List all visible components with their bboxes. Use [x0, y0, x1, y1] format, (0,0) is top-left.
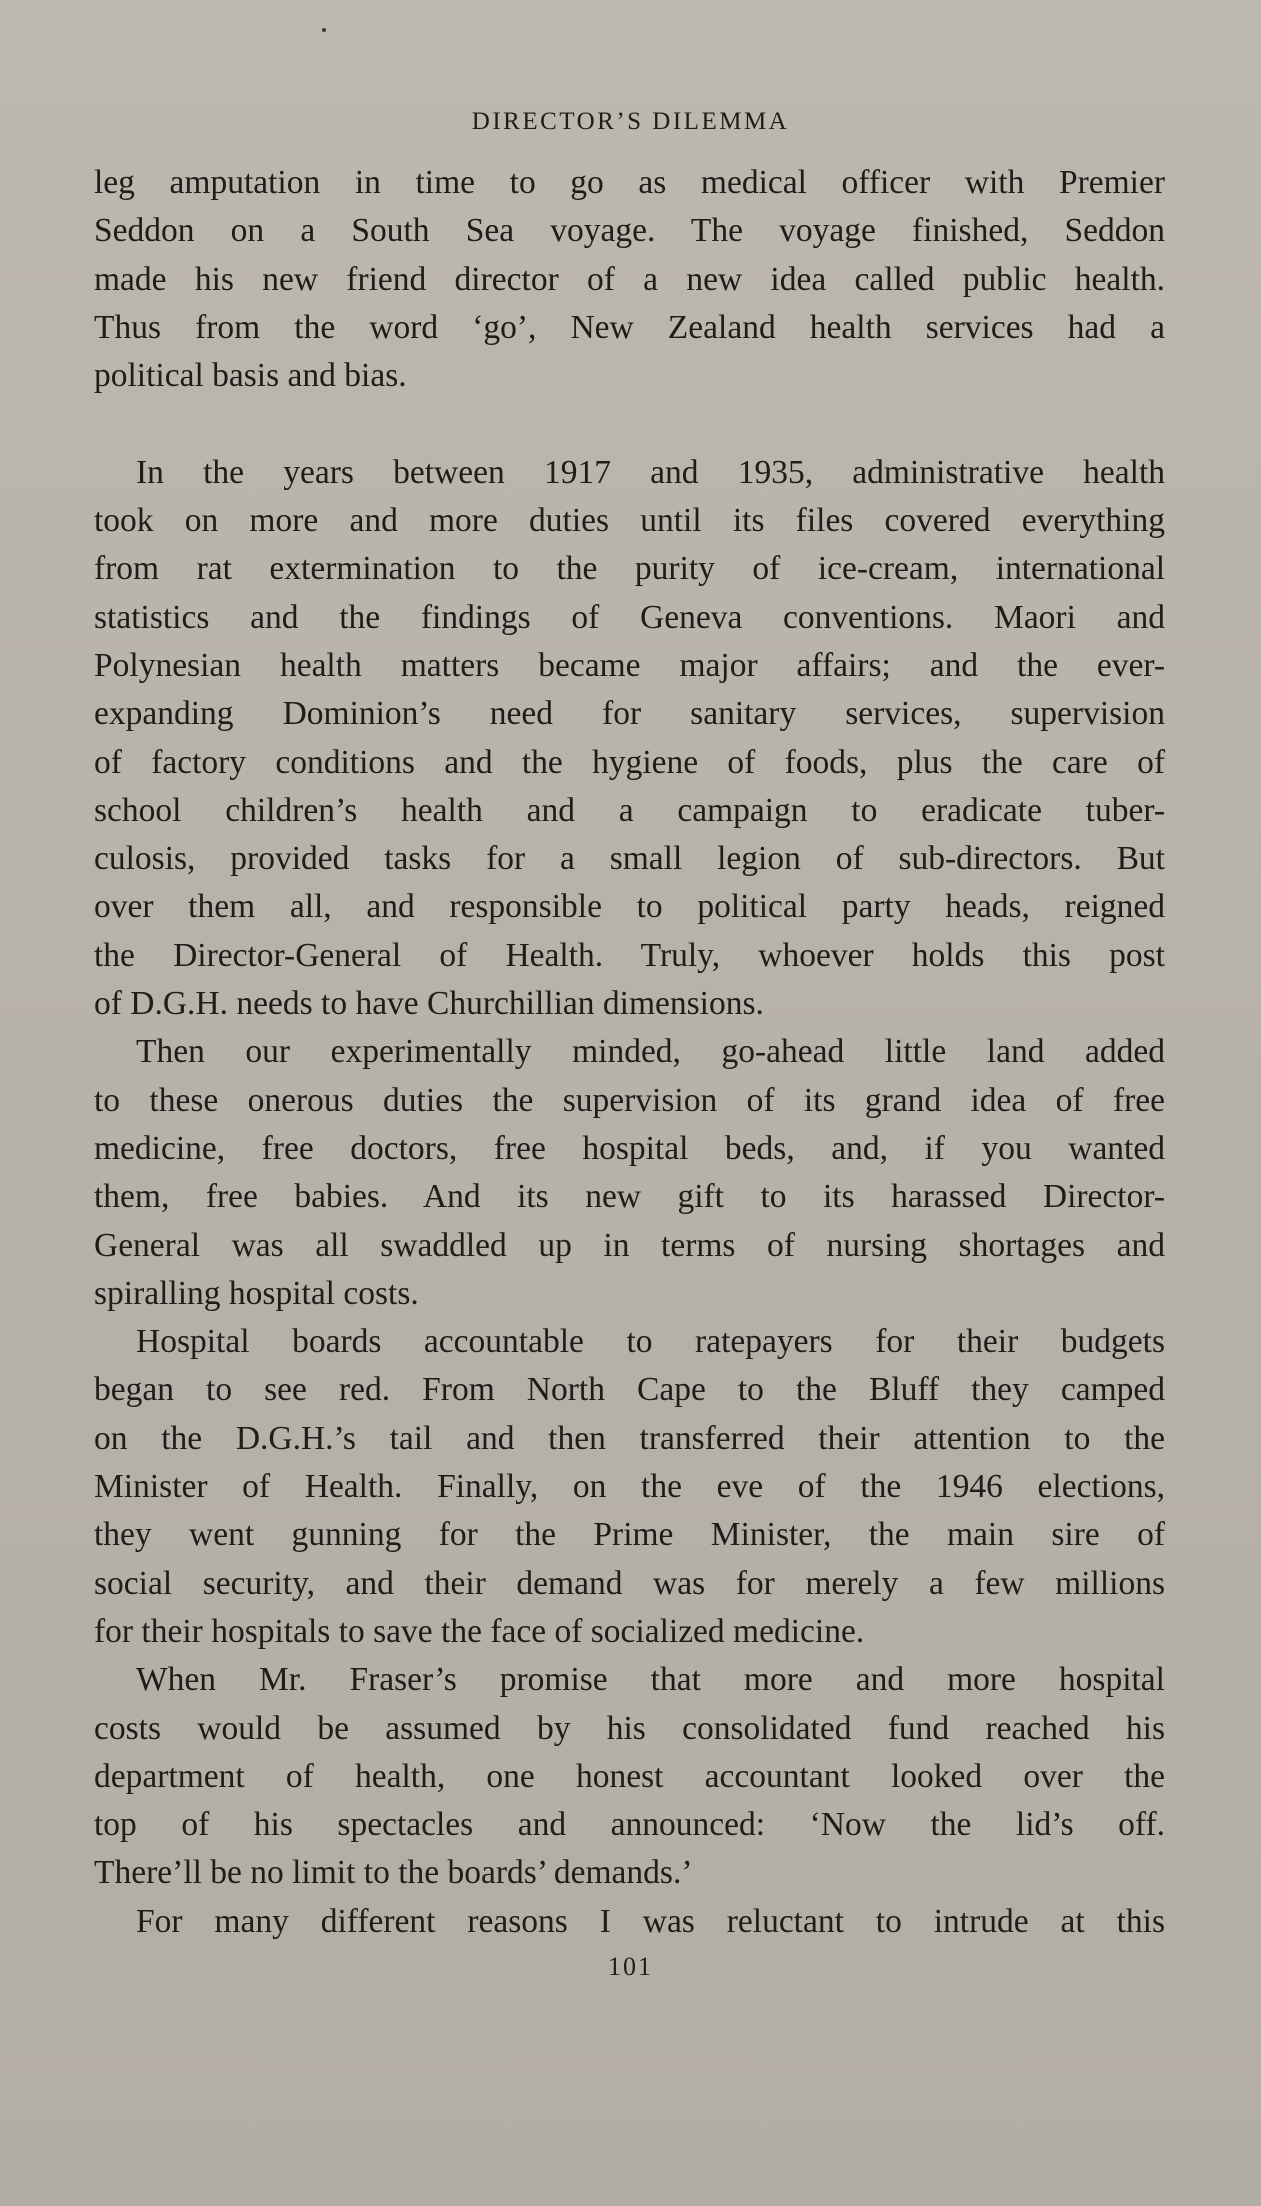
text-line: Polynesian health matters became major affairs; and the ever-	[94, 646, 1165, 684]
text-line: leg amputation in time to go as medical officer with Premier	[94, 164, 1165, 201]
text-line: Hospital boards accountable to ratepayers for their budgets	[136, 1323, 1165, 1361]
text-line: In the years between 1917 and 1935, administrative health	[136, 453, 1165, 491]
text-line: top of his spectacles and announced: ‘Now the lid’s off.	[94, 1806, 1165, 1844]
text-line: Minister of Health. Finally, on the eve of the 1946 elections,	[94, 1468, 1165, 1506]
paragraph	[94, 1656, 1165, 1897]
text-line: Then our experimentally minded, go-ahead little land added	[136, 1033, 1165, 1071]
text-line: of factory conditions and the hygiene of foods, plus the care of	[94, 743, 1165, 781]
text-line: school children’s health and a campaign to eradicate tuber-	[94, 791, 1165, 829]
paragraph	[94, 1318, 1165, 1656]
text-line: political basis and bias.	[94, 357, 407, 395]
paragraph	[94, 449, 1165, 1029]
text-line: from rat extermination to the purity of ice-cream, international	[94, 550, 1165, 588]
running-head: DIRECTOR’S DILEMMA	[471, 108, 790, 135]
text-line: Thus from the word ‘go’, New Zealand health services had a	[94, 308, 1165, 346]
text-line: expanding Dominion’s need for sanitary services, supervision	[94, 695, 1165, 733]
text-line: statistics and the findings of Geneva conventions. Maori and	[94, 598, 1165, 636]
text-line: began to see red. From North Cape to the Bluff they camped	[94, 1371, 1165, 1409]
paragraph	[94, 1898, 1165, 1946]
page-number: 101	[608, 1952, 653, 1981]
text-line: for their hospitals to save the face of socialized medicine.	[94, 1612, 865, 1650]
text-line: the Director-General of Health. Truly, whoever holds this post	[94, 936, 1165, 974]
text-line: For many different reasons I was reluctant to intrude at this	[136, 1902, 1165, 1940]
text-line: took on more and more duties until its files covered everything	[94, 502, 1165, 540]
text-line: of D.G.H. needs to have Churchillian dimensions.	[94, 985, 764, 1023]
text-line: General was all swaddled up in terms of nursing shortages and	[94, 1226, 1165, 1264]
paragraph-gap	[94, 400, 1165, 448]
text-line: culosis, provided tasks for a small legion of sub-directors. But	[94, 840, 1165, 878]
text-line: Seddon on a South Sea voyage. The voyage finished, Seddon	[94, 212, 1165, 250]
dust-speck	[322, 28, 326, 32]
text-line: When Mr. Fraser’s promise that more and more hospital	[136, 1661, 1165, 1699]
text-line: spiralling hospital costs.	[94, 1274, 419, 1312]
text-line: made his new friend director of a new idea called public health.	[94, 260, 1165, 298]
text-line: social security, and their demand was for merely a few millions	[94, 1564, 1165, 1602]
text-line: to these onerous duties the supervision of its grand idea of free	[94, 1081, 1165, 1119]
text-line: them, free babies. And its new gift to its harassed Director-	[94, 1178, 1165, 1216]
text-line: There’ll be no limit to the boards’ demands.’	[94, 1854, 693, 1892]
paragraph	[94, 1028, 1165, 1318]
body-text	[94, 159, 1165, 1946]
text-line: medicine, free doctors, free hospital beds, and, if you wanted	[94, 1129, 1165, 1167]
paragraph	[94, 159, 1165, 400]
text-line: on the D.G.H.’s tail and then transferred their attention to the	[94, 1419, 1165, 1457]
text-line: department of health, one honest accountant looked over the	[94, 1757, 1165, 1795]
text-line: over them all, and responsible to political party heads, reigned	[94, 888, 1165, 926]
text-line: costs would be assumed by his consolidated fund reached his	[94, 1709, 1165, 1747]
text-line: they went gunning for the Prime Minister, the main sire of	[94, 1516, 1165, 1554]
